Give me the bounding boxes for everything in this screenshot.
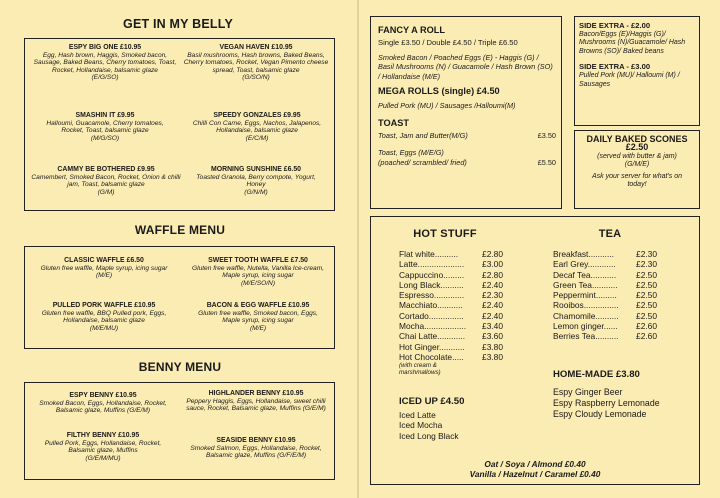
belly-item[interactable]: CAMMY BE BOTHERED £9.95 Camembert, Smoked Bacon, Rocket, Onion & chilli jam, Toast, balsamic glaze (G/M) — [31, 166, 181, 196]
homemade-item[interactable]: Espy Raspberry Lemonade — [553, 398, 660, 408]
tea-item[interactable]: Chamomile.......... £2.50 — [553, 310, 657, 321]
homemade-list — [553, 387, 693, 420]
homemade-item[interactable]: Espy Cloudy Lemonade — [553, 409, 647, 419]
hot-item[interactable]: Mocha.................. £3.40 — [399, 321, 503, 332]
tea-item[interactable]: Green Tea........... £2.50 — [553, 279, 657, 290]
roll-fillings: Smoked Bacon / Poached Eggs (E) - Haggis (G) / Basil Mushrooms (N) / Guacamole / Hash Brown (SO) / Hollandaise (M/E) — [378, 53, 553, 81]
milk-syrup-footer — [400, 459, 670, 480]
side-extra-1-title: SIDE EXTRA - £2.00 — [579, 21, 651, 30]
mega-desc: Pulled Pork (MU) / Sausages /Halloumi(M) — [378, 100, 516, 110]
milk-options: Oat / Soya / Almond £0.40 — [484, 459, 586, 469]
toast-item[interactable]: Toast, Eggs (M/E/G) (poached/ scrambled/ fried) £5.50 — [378, 148, 556, 168]
roll-title: FANCY A ROLL — [378, 25, 446, 35]
belly-title: GET IN MY BELLY — [123, 17, 233, 31]
tea-item[interactable]: Berries Tea.......... £2.60 — [553, 331, 657, 342]
benny-item[interactable]: HIGHLANDER BENNY £10.95 Peppery Haggis, Eggs, Hollandaise, sweet chilli sauce, Rocket, Balsamic glaze, Muffins (G/E/M) — [186, 390, 326, 413]
benny-item[interactable]: SEASIDE BENNY £10.95 Smoked Salmon, Eggs, Hollandaise, Rocket, Balsamic glaze, Muffins (G/F/E/M) — [190, 437, 322, 460]
belly-item[interactable]: MORNING SUNSHINE £6.50 Toasted Granola, Berry compote, Yogurt, Honey (G/N/M) — [196, 166, 316, 196]
choc-note: (with cream & marshmallows) — [399, 362, 441, 377]
belly-item[interactable]: SMASHIN IT £9.95 Halloumi, Guacamole, Cherry tomatoes, Rocket, Toast, balsamic glaze (M/G/SO) — [46, 112, 164, 142]
side-extra-1-desc: Bacon/Eggs (E)/Haggis (G)/ Mushrooms (N)/Guacamole/ Hash Browns (SO)/ Baked beans — [579, 30, 686, 55]
tea-list — [553, 249, 657, 342]
syrup-options: Vanilla / Hazelnut / Caramel £0.40 — [469, 469, 601, 480]
side-extra-2-title: SIDE EXTRA - £3.00 — [579, 62, 651, 72]
toast-title: TOAST — [378, 118, 409, 129]
hot-item[interactable]: Hot Chocolate..... £3.80 — [399, 351, 503, 362]
hot-item[interactable]: Cortado............... £2.40 — [399, 310, 503, 321]
toast-item[interactable]: Toast, Jam and Butter(M/G) £3.50 — [378, 130, 556, 140]
tea-item[interactable]: Peppermint......... £2.50 — [553, 290, 657, 301]
mega-title: MEGA ROLLS (single) £4.50 — [378, 86, 500, 97]
benny-item[interactable]: FILTHY BENNY £10.95 Pulled Pork, Eggs, Hollandaise, Rocket, Balsamic glaze, Muffins (G/E/M/MU) — [44, 432, 162, 462]
tea-item[interactable]: Lemon ginger...... £2.60 — [553, 321, 657, 332]
waffle-item[interactable]: PULLED PORK WAFFLE £10.95 Gluten free waffle, BBQ Pulled pork, Eggs, Hollandaise, balsamic glaze (M/E/MU) — [41, 302, 167, 332]
tea-item[interactable]: Decaf Tea........... £2.50 — [553, 269, 657, 280]
belly-item[interactable]: VEGAN HAVEN £10.95 Basil mushrooms, Hash browns, Baked Beans, Cherry tomatoes, Rocket, Vegan Pimento cheese spread, Toast, balsamic glaze (G/SO/N) — [183, 44, 329, 82]
homemade-title: HOME-MADE £3.80 — [553, 369, 640, 380]
iced-item[interactable]: Iced Latte — [399, 410, 436, 420]
menu-fold — [357, 0, 359, 498]
hot-title: HOT STUFF — [413, 228, 477, 240]
scones-section — [576, 135, 698, 189]
belly-item[interactable]: ESPY BIG ONE £10.95 Egg, Hash brown, Haggis, Smoked bacon, Sausage, Baked Beans, Cherry tomatoes, Toast, Rocket, Hollandaise, balsamic glaze (E/G/SO) — [33, 44, 177, 82]
hot-item[interactable]: Latte.................... £3.00 — [399, 259, 503, 270]
hot-item[interactable]: Hot Ginger........... £3.80 — [399, 341, 503, 352]
hot-item[interactable]: Flat white.......... £2.80 — [399, 249, 503, 259]
scones-price: £2.50 — [625, 142, 649, 153]
waffle-item[interactable]: CLASSIC WAFFLE £6.50 Gluten free waffle, Maple syrup, icing sugar (M/E) — [40, 257, 168, 280]
benny-title: BENNY MENU — [138, 360, 222, 374]
homemade-item[interactable]: Espy Ginger Beer — [553, 387, 623, 397]
scones-title: DAILY BAKED SCONES — [586, 134, 688, 144]
tea-item[interactable]: Earl Grey............ £2.30 — [553, 259, 657, 270]
hot-list — [399, 249, 503, 376]
iced-list — [399, 410, 509, 441]
belly-item[interactable]: SPEEDY GONZALES £9.95 Chilli Con Carne, Eggs, Nachos, Jalapenos, Hollandaise, balsamic glaze (E/C/M) — [192, 112, 322, 142]
sides-section — [579, 22, 697, 89]
scones-note: Ask your server for what's on today! — [591, 172, 683, 189]
roll-sizes: Single £3.50 / Double £4.50 / Triple £6.50 — [378, 37, 518, 47]
iced-item[interactable]: Iced Mocha — [399, 420, 443, 431]
roll-section — [378, 26, 556, 168]
scones-tags: (G/M/E) — [624, 161, 650, 169]
hot-item[interactable]: Espresso............. £2.30 — [399, 290, 503, 301]
waffle-item[interactable]: BACON & EGG WAFFLE £10.95 Gluten free waffle, Smoked bacon, Eggs, Maple syrup, icing sugar (M/E) — [198, 302, 318, 332]
hot-item[interactable]: Long Black.......... £2.40 — [399, 279, 503, 290]
hot-item[interactable]: Macchiato........... £2.40 — [399, 300, 503, 311]
hot-item[interactable]: Cappuccino......... £2.80 — [399, 269, 503, 280]
tea-title: TEA — [598, 228, 622, 240]
tea-item[interactable]: Rooibos............... £2.50 — [553, 300, 657, 311]
scones-desc: (served with butter & jam) — [597, 152, 677, 160]
hot-item[interactable]: Chai Latte............ £3.60 — [399, 331, 503, 342]
side-extra-2-desc: Pulled Pork (MU)/ Halloumi (M) / Sausages — [579, 71, 680, 88]
iced-item[interactable]: Iced Long Black — [399, 430, 459, 441]
waffle-item[interactable]: SWEET TOOTH WAFFLE £7.50 Gluten free waffle, Nutella, Vanilla Ice-cream, Maple syrup, icing sugar (M/E/SO/N) — [191, 257, 325, 287]
benny-item[interactable]: ESPY BENNY £10.95 Smoked Bacon, Eggs, Hollandaise, Rocket, Balsamic glaze, Muffins (G/E/M) — [39, 392, 167, 415]
tea-item[interactable]: Breakfast........... £2.30 — [553, 249, 657, 259]
waffle-title: WAFFLE MENU — [134, 223, 226, 237]
iced-title: ICED UP £4.50 — [399, 396, 465, 407]
